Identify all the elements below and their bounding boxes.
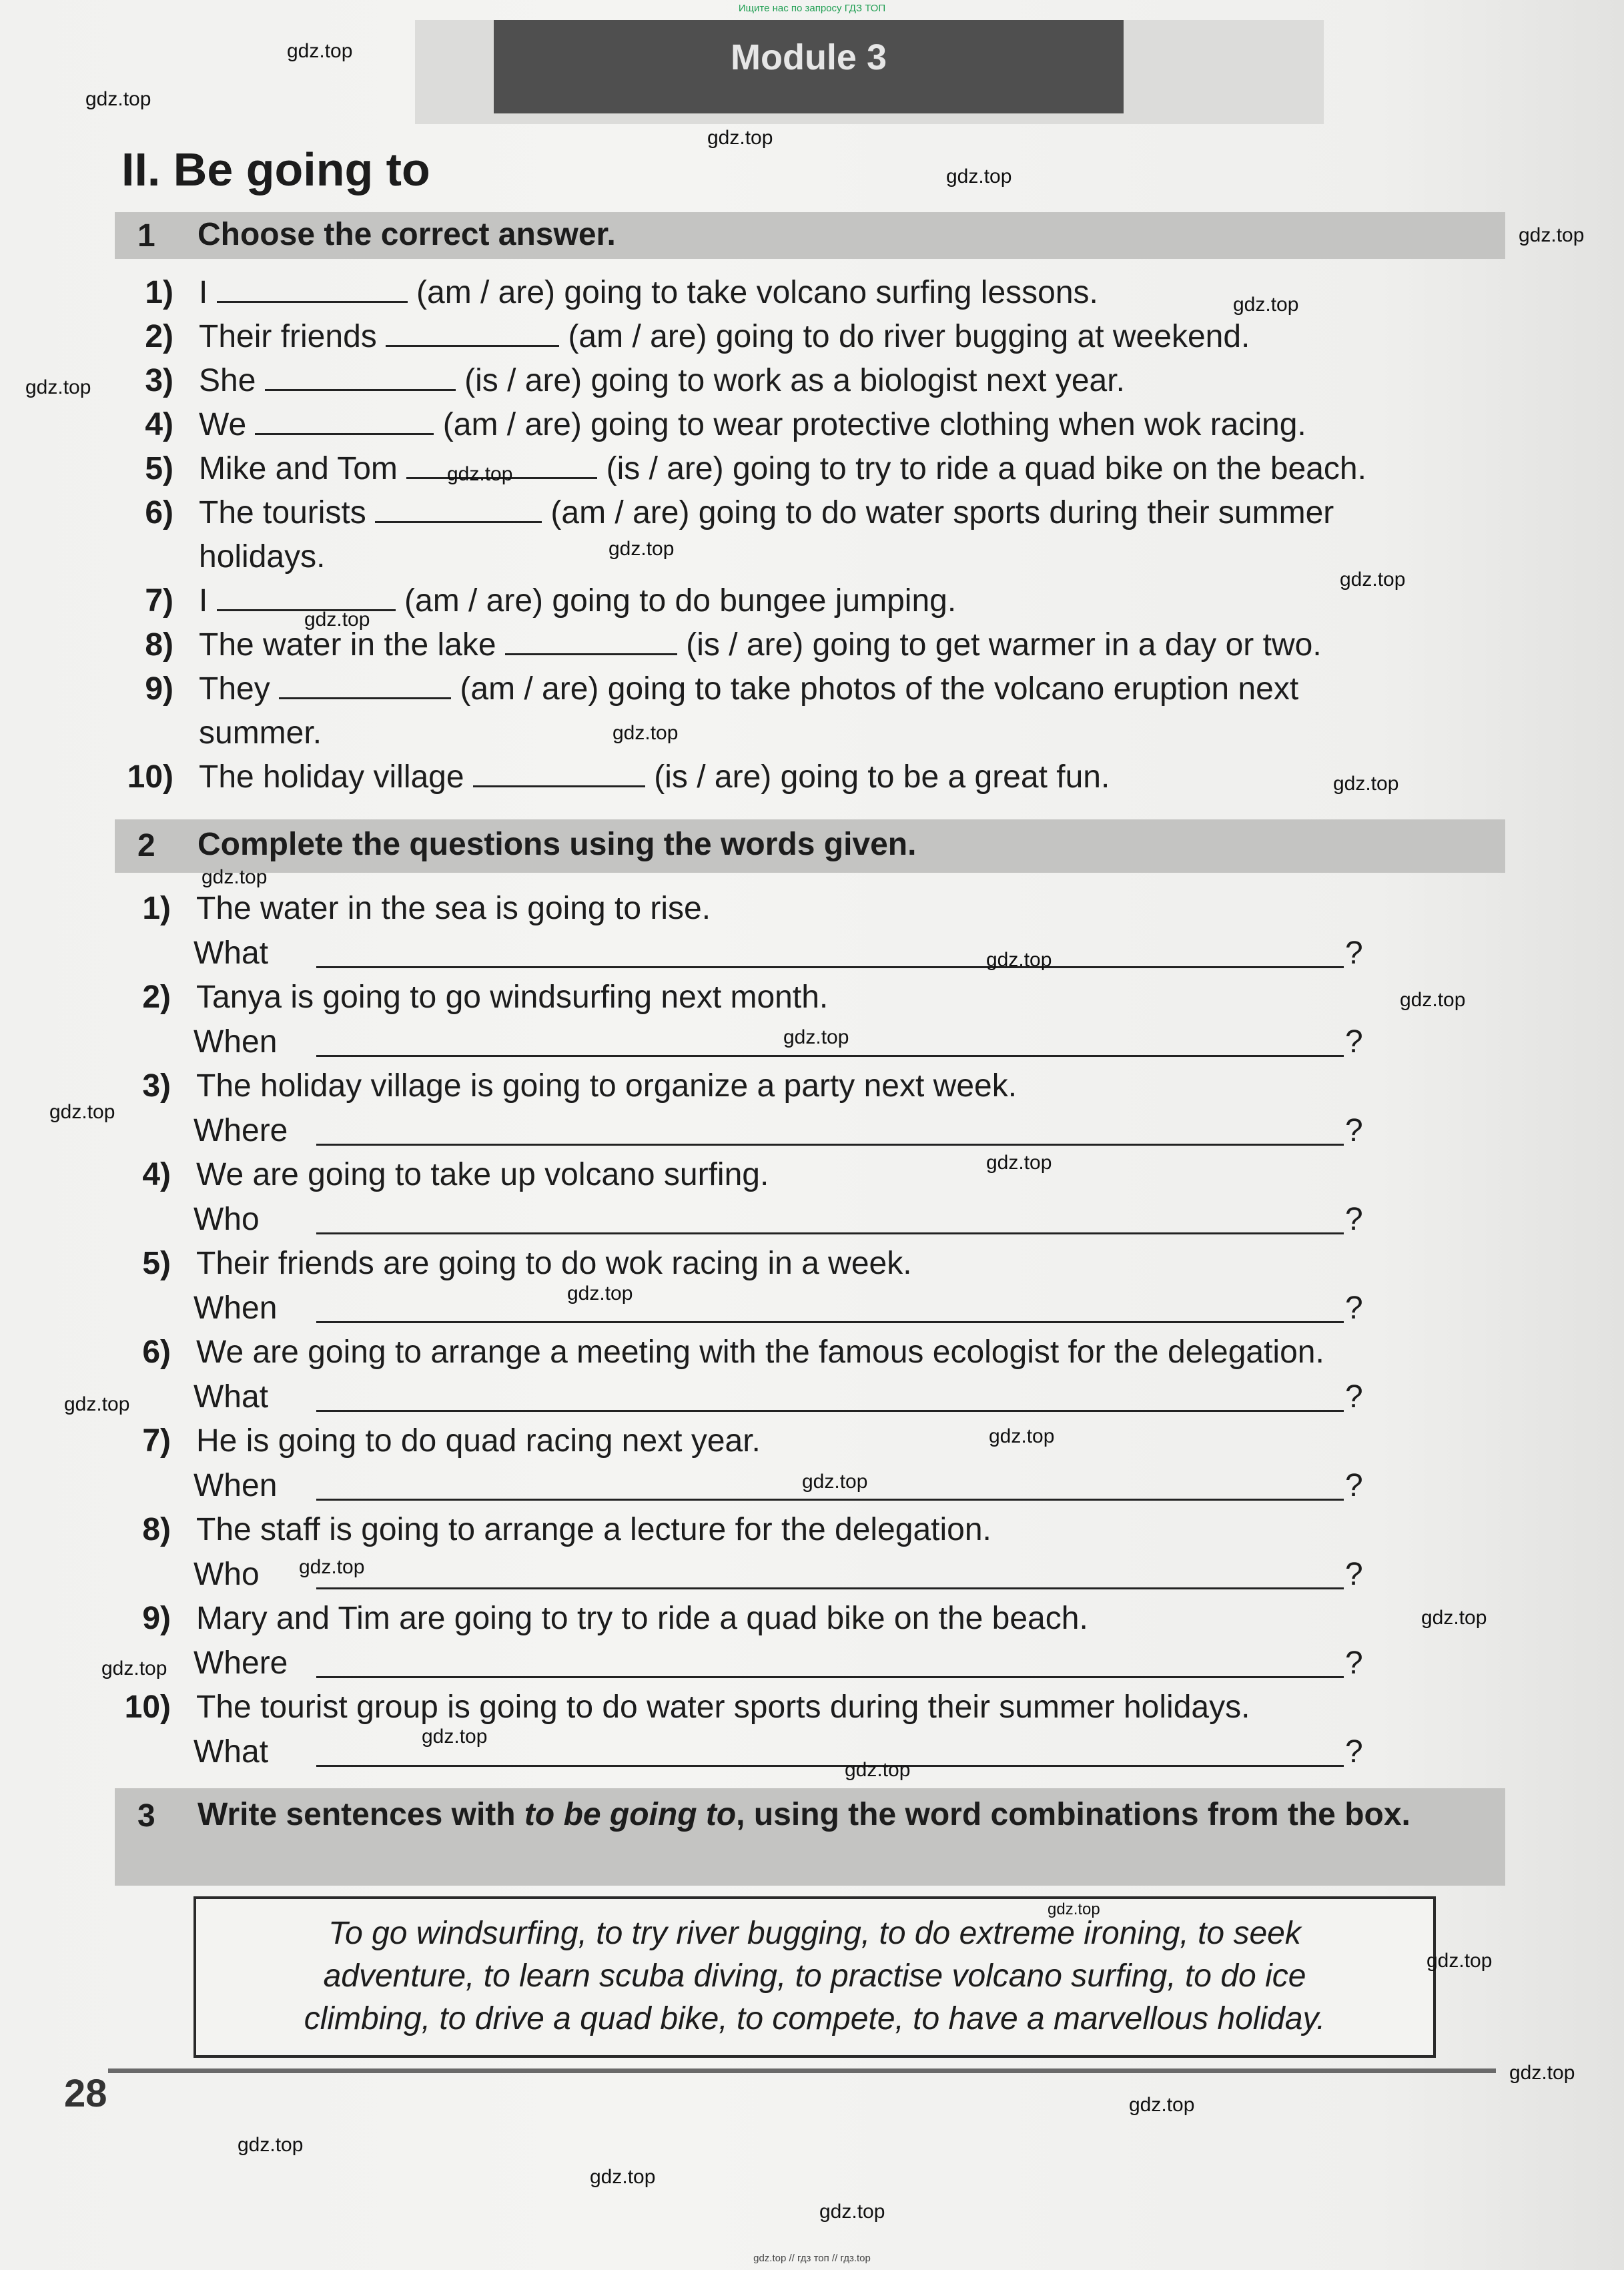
watermark: gdz.top — [989, 1425, 1055, 1447]
answer-line[interactable] — [316, 1144, 1344, 1146]
answer-line[interactable] — [316, 966, 1344, 968]
answer-line[interactable] — [316, 1410, 1344, 1412]
item-number: 3) — [145, 363, 173, 398]
answer-line[interactable] — [316, 1499, 1344, 1501]
watermark: gdz.top — [819, 2201, 885, 2223]
exercise-2-question-word-1: What — [193, 935, 269, 971]
exercise-2-statement-4: We are going to take up volcano surfing. — [196, 1157, 769, 1192]
item-number: 4) — [142, 1157, 171, 1192]
watermark: gdz.top — [783, 1026, 849, 1048]
item-number: 7) — [142, 1423, 171, 1459]
exercise-1-item-6-cont: holidays. — [199, 539, 326, 575]
exercise-2-statement-10: The tourist group is going to do water sports during their summer holidays. — [196, 1689, 1250, 1725]
item-number: 3) — [142, 1068, 171, 1104]
watermark: gdz.top — [49, 1101, 115, 1123]
exercise-2-question-word-9: Where — [193, 1645, 288, 1681]
item-number: 8) — [145, 627, 173, 663]
exercise-1-item-3: She (is / are) going to work as a biologist next year. — [199, 363, 1125, 398]
answer-line[interactable] — [316, 1055, 1344, 1057]
exercise-2-question-word-3: Where — [193, 1113, 288, 1148]
watermark: gdz.top — [25, 376, 91, 398]
exercise-2-statement-8: The staff is going to arrange a lecture for the delegation. — [196, 1512, 991, 1547]
watermark: gdz.top — [447, 463, 513, 485]
watermark: gdz.top — [986, 1152, 1052, 1174]
exercise-3-number: 3 — [137, 1798, 155, 1834]
item-number: 10) — [127, 759, 173, 795]
question-mark: ? — [1345, 1290, 1363, 1326]
item-number: 5) — [142, 1246, 171, 1281]
exercise-2-question-word-7: When — [193, 1468, 278, 1503]
exercise-2-statement-9: Mary and Tim are going to try to ride a quad bike on the beach. — [196, 1601, 1088, 1636]
answer-blank[interactable] — [279, 691, 451, 699]
exercise-1-header — [115, 212, 1505, 259]
item-number: 4) — [145, 407, 173, 442]
exercise-2-statement-7: He is going to do quad racing next year. — [196, 1423, 761, 1459]
watermark: gdz.top — [85, 88, 151, 110]
exercise-1-item-2: Their friends (am / are) going to do river bugging at weekend. — [199, 319, 1250, 354]
item-number: 6) — [145, 495, 173, 530]
answer-blank[interactable] — [375, 514, 542, 523]
exercise-1-item-7: I (am / are) going to do bungee jumping. — [199, 583, 957, 619]
exercise-3-header — [115, 1788, 1505, 1886]
exercise-2-question-word-4: Who — [193, 1202, 260, 1237]
exercise-1-item-9-cont: summer. — [199, 715, 322, 751]
exercise-2-question-word-10: What — [193, 1734, 269, 1770]
item-number: 5) — [145, 451, 173, 486]
answer-blank[interactable] — [265, 382, 456, 391]
watermark: gdz.top — [238, 2134, 304, 2156]
exercise-2-question-word-8: Who — [193, 1557, 260, 1592]
question-mark: ? — [1345, 1557, 1363, 1592]
question-mark: ? — [1345, 1734, 1363, 1770]
item-number: 1) — [145, 275, 173, 310]
exercise-1-item-6: The tourists (am / are) going to do water sports during their summer — [199, 495, 1334, 530]
answer-blank[interactable] — [473, 779, 645, 787]
watermark: gdz.top — [608, 538, 675, 560]
box-line-1: To go windsurfing, to try river bugging, to do extreme ironing, to seek — [328, 1916, 1301, 1951]
watermark: gdz.top — [1519, 224, 1585, 246]
item-number: 2) — [142, 980, 171, 1015]
watermark: gdz.top — [802, 1471, 868, 1493]
exercise-2-question-word-5: When — [193, 1290, 278, 1326]
watermark: gdz.top — [845, 1759, 911, 1781]
exercise-1-item-10: The holiday village (is / are) going to be a great fun. — [199, 759, 1110, 795]
answer-line[interactable] — [316, 1676, 1344, 1678]
question-mark: ? — [1345, 1113, 1363, 1148]
item-number: 9) — [145, 671, 173, 707]
watermark: gdz.top — [1400, 989, 1466, 1011]
watermark: gdz.top — [1427, 1950, 1493, 1972]
answer-line[interactable] — [316, 1765, 1344, 1767]
item-number: 1) — [142, 891, 171, 926]
answer-blank[interactable] — [217, 294, 408, 303]
watermark: gdz.top — [287, 40, 353, 62]
exercise-2-question-word-2: When — [193, 1024, 278, 1060]
watermark: gdz.top — [590, 2166, 656, 2188]
exercise-2-header — [115, 819, 1505, 873]
exercise-1-item-1: I (am / are) going to take volcano surfing lessons. — [199, 275, 1098, 310]
watermark: gdz.top — [1333, 773, 1399, 795]
watermark: gdz.top — [1340, 569, 1406, 591]
question-mark: ? — [1345, 1379, 1363, 1415]
box-line-2: adventure, to learn scuba diving, to practise volcano surfing, to do ice — [323, 1958, 1306, 1994]
exercise-2-statement-6: We are going to arrange a meeting with the famous ecologist for the delegation. — [196, 1335, 1324, 1370]
question-mark: ? — [1345, 1645, 1363, 1681]
question-mark: ? — [1345, 1202, 1363, 1237]
exercise-2-number: 2 — [137, 828, 155, 863]
watermark: gdz.top — [567, 1282, 633, 1304]
exercise-3-title: Write sentences with to be going to, using the word combinations from the box. — [197, 1797, 1410, 1832]
exercise-1-item-5: Mike and Tom (is / are) going to try to ride a quad bike on the beach. — [199, 451, 1366, 486]
exercise-2-title: Complete the questions using the words given. — [197, 827, 917, 862]
answer-line[interactable] — [316, 1232, 1344, 1234]
exercise-2-statement-3: The holiday village is going to organize a party next week. — [196, 1068, 1018, 1104]
answer-line[interactable] — [316, 1587, 1344, 1589]
answer-blank[interactable] — [255, 426, 434, 435]
top-search-note: Ищите нас по запросу ГДЗ ТОП — [738, 3, 886, 14]
watermark: gdz.top — [422, 1726, 488, 1748]
watermark: gdz.top — [986, 949, 1052, 971]
module-banner: Module 3 — [494, 20, 1124, 113]
exercise-1-item-4: We (am / are) going to wear protective clothing when wok racing. — [199, 407, 1306, 442]
answer-blank[interactable] — [386, 338, 559, 347]
watermark: gdz.top — [946, 165, 1012, 187]
watermark: gdz.top — [1233, 294, 1299, 316]
question-mark: ? — [1345, 935, 1363, 971]
item-number: 7) — [145, 583, 173, 619]
item-number: 10) — [124, 1689, 171, 1725]
watermark: gdz.top — [1129, 2094, 1195, 2116]
item-number: 2) — [145, 319, 173, 354]
watermark: gdz.top — [1509, 2062, 1575, 2084]
watermark: gdz.top — [304, 609, 370, 631]
watermark: gdz.top — [64, 1393, 130, 1415]
exercise-2-statement-1: The water in the sea is going to rise. — [196, 891, 711, 926]
exercise-2-statement-5: Their friends are going to do wok racing in a week. — [196, 1246, 912, 1281]
exercise-2-question-word-6: What — [193, 1379, 269, 1415]
watermark: gdz.top — [299, 1556, 365, 1578]
box-line-3: climbing, to drive a quad bike, to compete, to have a marvellous holiday. — [304, 2001, 1326, 2036]
watermark: gdz.top — [201, 866, 268, 888]
watermark: gdz.top — [707, 127, 773, 149]
watermark: gdz.top — [1048, 1900, 1100, 1918]
item-number: 9) — [142, 1601, 171, 1636]
footer-note: gdz.top // гдз топ // гдз.top — [753, 2253, 871, 2264]
answer-blank[interactable] — [505, 647, 677, 655]
exercise-2-statement-2: Tanya is going to go windsurfing next month. — [196, 980, 829, 1015]
item-number: 8) — [142, 1512, 171, 1547]
question-mark: ? — [1345, 1468, 1363, 1503]
word-combinations-box — [193, 1896, 1436, 2058]
page-number: 28 — [64, 2072, 107, 2115]
exercise-1-item-9: They (am / are) going to take photos of the volcano eruption next — [199, 671, 1299, 707]
watermark: gdz.top — [1421, 1607, 1487, 1629]
bottom-rule — [108, 2068, 1496, 2073]
exercise-1-title: Choose the correct answer. — [197, 217, 616, 252]
watermark: gdz.top — [101, 1657, 167, 1679]
section-heading: II. Be going to — [121, 143, 430, 196]
exercise-1-number: 1 — [137, 218, 155, 254]
exercise-1-item-8: The water in the lake (is / are) going to get warmer in a day or two. — [199, 627, 1322, 663]
question-mark: ? — [1345, 1024, 1363, 1060]
watermark: gdz.top — [613, 722, 679, 744]
item-number: 6) — [142, 1335, 171, 1370]
answer-line[interactable] — [316, 1321, 1344, 1323]
